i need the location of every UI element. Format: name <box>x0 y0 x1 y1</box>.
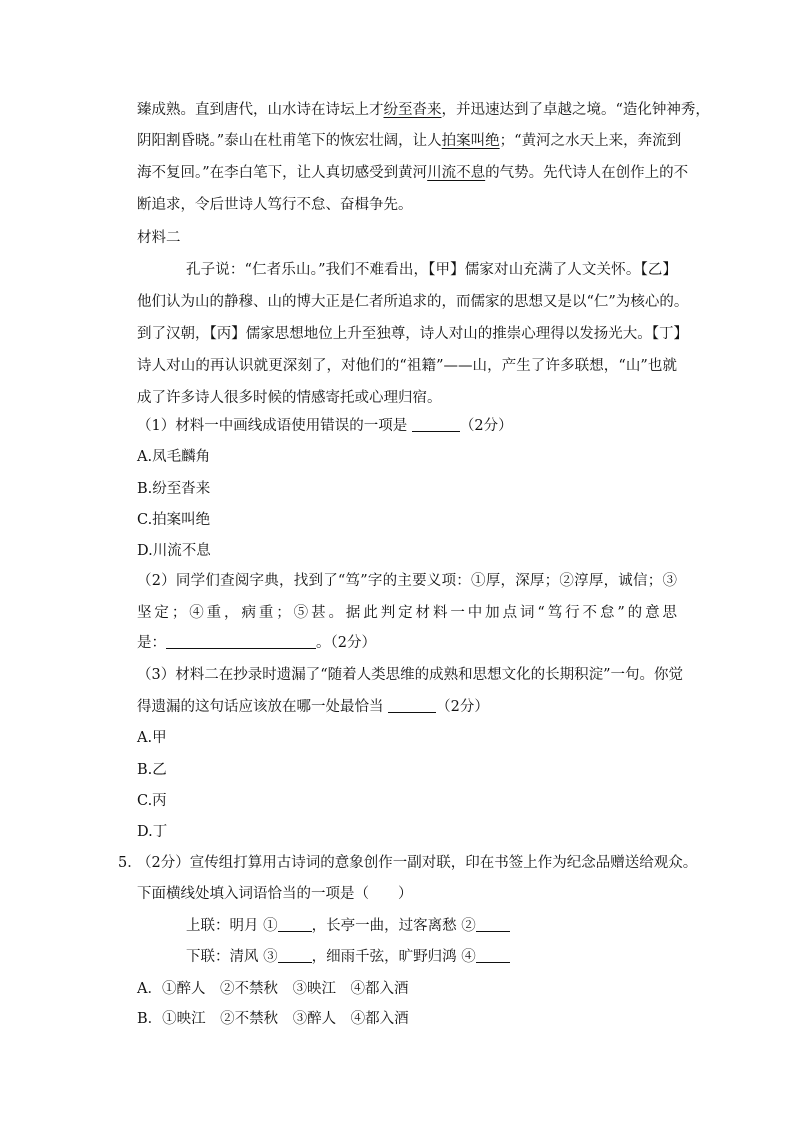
couplet-blank-2[interactable] <box>476 917 510 932</box>
text-segment: 海不复回。”在李白笔下，让人真切感受到黄河 <box>137 165 428 181</box>
score-text: 。（2分） <box>316 635 376 651</box>
couplet-blank-1[interactable] <box>278 917 312 932</box>
material1-line-2 <box>137 131 682 151</box>
couplet-text: ，细雨千弦，旷野归鸿 ④ <box>311 949 476 965</box>
answer-blank[interactable] <box>388 698 436 713</box>
couplet-blank-4[interactable] <box>476 948 510 963</box>
question-text: （1）材料一中画线成语使用错误的一项是 <box>137 418 412 434</box>
underlined-idiom: 拍案叫绝 <box>441 133 500 149</box>
q3-option-d: D.丁 <box>137 824 168 840</box>
question-1 <box>137 416 677 436</box>
text-segment: ，并迅速达到了卓越之境。“造化钟神秀， <box>441 102 710 118</box>
material2-line-3: 到了汉朝，【丙】儒家思想地位上升至独尊，诗人对山的推崇心理得以发扬光大。【丁】 <box>137 326 688 342</box>
question-5-line-2: 下面横线处填入词语恰当的一项是（ ） <box>137 886 413 902</box>
couplet-upper <box>186 916 726 936</box>
q3-option-a: A.甲 <box>137 730 167 746</box>
couplet-text: 下联：清风 ③ <box>186 949 278 965</box>
q1-option-b: B.纷至沓来 <box>137 481 211 497</box>
material1-line-3 <box>137 163 689 183</box>
material2-heading: 材料二 <box>137 230 181 246</box>
couplet-text: 上联：明月 ① <box>186 918 278 934</box>
text-segment: 臻成熟。直到唐代，山水诗在诗坛上才 <box>137 102 384 118</box>
text-segment: 的气势。先代诗人在创作上的不 <box>485 165 689 181</box>
question-3-line-2 <box>137 697 677 717</box>
q1-option-d: D.川流不息 <box>137 543 211 559</box>
question-text: 得遗漏的这句话应该放在哪一处最恰当 <box>137 699 389 715</box>
question-2-line-2: 坚定；④重，病重；⑤甚。据此判定材料一中加点词“笃行不怠”的意思 <box>137 605 677 621</box>
answer-blank[interactable] <box>166 634 316 649</box>
couplet-lower <box>186 947 726 967</box>
material2-line-1: 孔子说：“仁者乐山。”我们不难看出，【甲】儒家对山充满了人文关怀。【乙】 <box>186 262 677 278</box>
couplet-text: ，长亭一曲，过客离愁 ② <box>311 918 476 934</box>
question-2-line-3 <box>137 633 677 653</box>
score-text: （2分） <box>459 418 513 434</box>
score-text: （2分） <box>436 699 489 715</box>
material1-line-1 <box>137 100 710 120</box>
q3-option-c: C.丙 <box>137 793 167 809</box>
q1-option-c: C.拍案叫绝 <box>137 512 211 528</box>
question-text: 是： <box>137 635 166 651</box>
text-segment: ；“黄河之水天上来，奔流到 <box>499 133 682 149</box>
q5-option-b: B．①映江 ②不禁秋 ③醉人 ④都入酒 <box>137 1011 409 1027</box>
underlined-idiom: 纷至沓来 <box>383 102 442 118</box>
q5-option-a: A．①醉人 ②不禁秋 ③映江 ④都入酒 <box>137 981 409 997</box>
question-2-line-1: （2）同学们查阅字典，找到了“笃”字的主要义项：①厚，深厚；②淳厚，诚信；③ <box>137 573 677 589</box>
material2-line-5: 成了许多诗人很多时候的情感寄托或心理归宿。 <box>137 390 442 406</box>
underlined-idiom: 川流不息 <box>427 165 486 181</box>
question-5-line-1: （2分）宣传组打算用古诗词的意象创作一副对联，印在书签上作为纪念品赠送给观众。 <box>137 855 698 871</box>
couplet-blank-3[interactable] <box>278 948 312 963</box>
q1-option-a: A.凤毛麟角 <box>137 449 211 465</box>
question-3-line-1: （3）材料二在抄录时遗漏了“随着人类思维的成熟和思想文化的长期积淀”一句。你觉 <box>137 667 684 683</box>
text-segment: 阴阳割昏晓。”泰山在杜甫笔下的恢宏壮阔，让人 <box>137 133 442 149</box>
material2-line-2: 他们认为山的静穆、山的博大正是仁者所追求的，而儒家的思想又是以“仁”为核心的。 <box>137 294 689 310</box>
material2-line-4: 诗人对山的再认识就更深刻了，对他们的“祖籍”——山，产生了许多联想，“山”也就 <box>137 358 677 374</box>
material1-line-4: 断追求，令后世诗人笃行不怠、奋楫争先。 <box>137 197 413 213</box>
answer-blank[interactable] <box>412 417 460 432</box>
question-5-number: 5． <box>118 855 142 871</box>
q3-option-b: B.乙 <box>137 762 167 778</box>
